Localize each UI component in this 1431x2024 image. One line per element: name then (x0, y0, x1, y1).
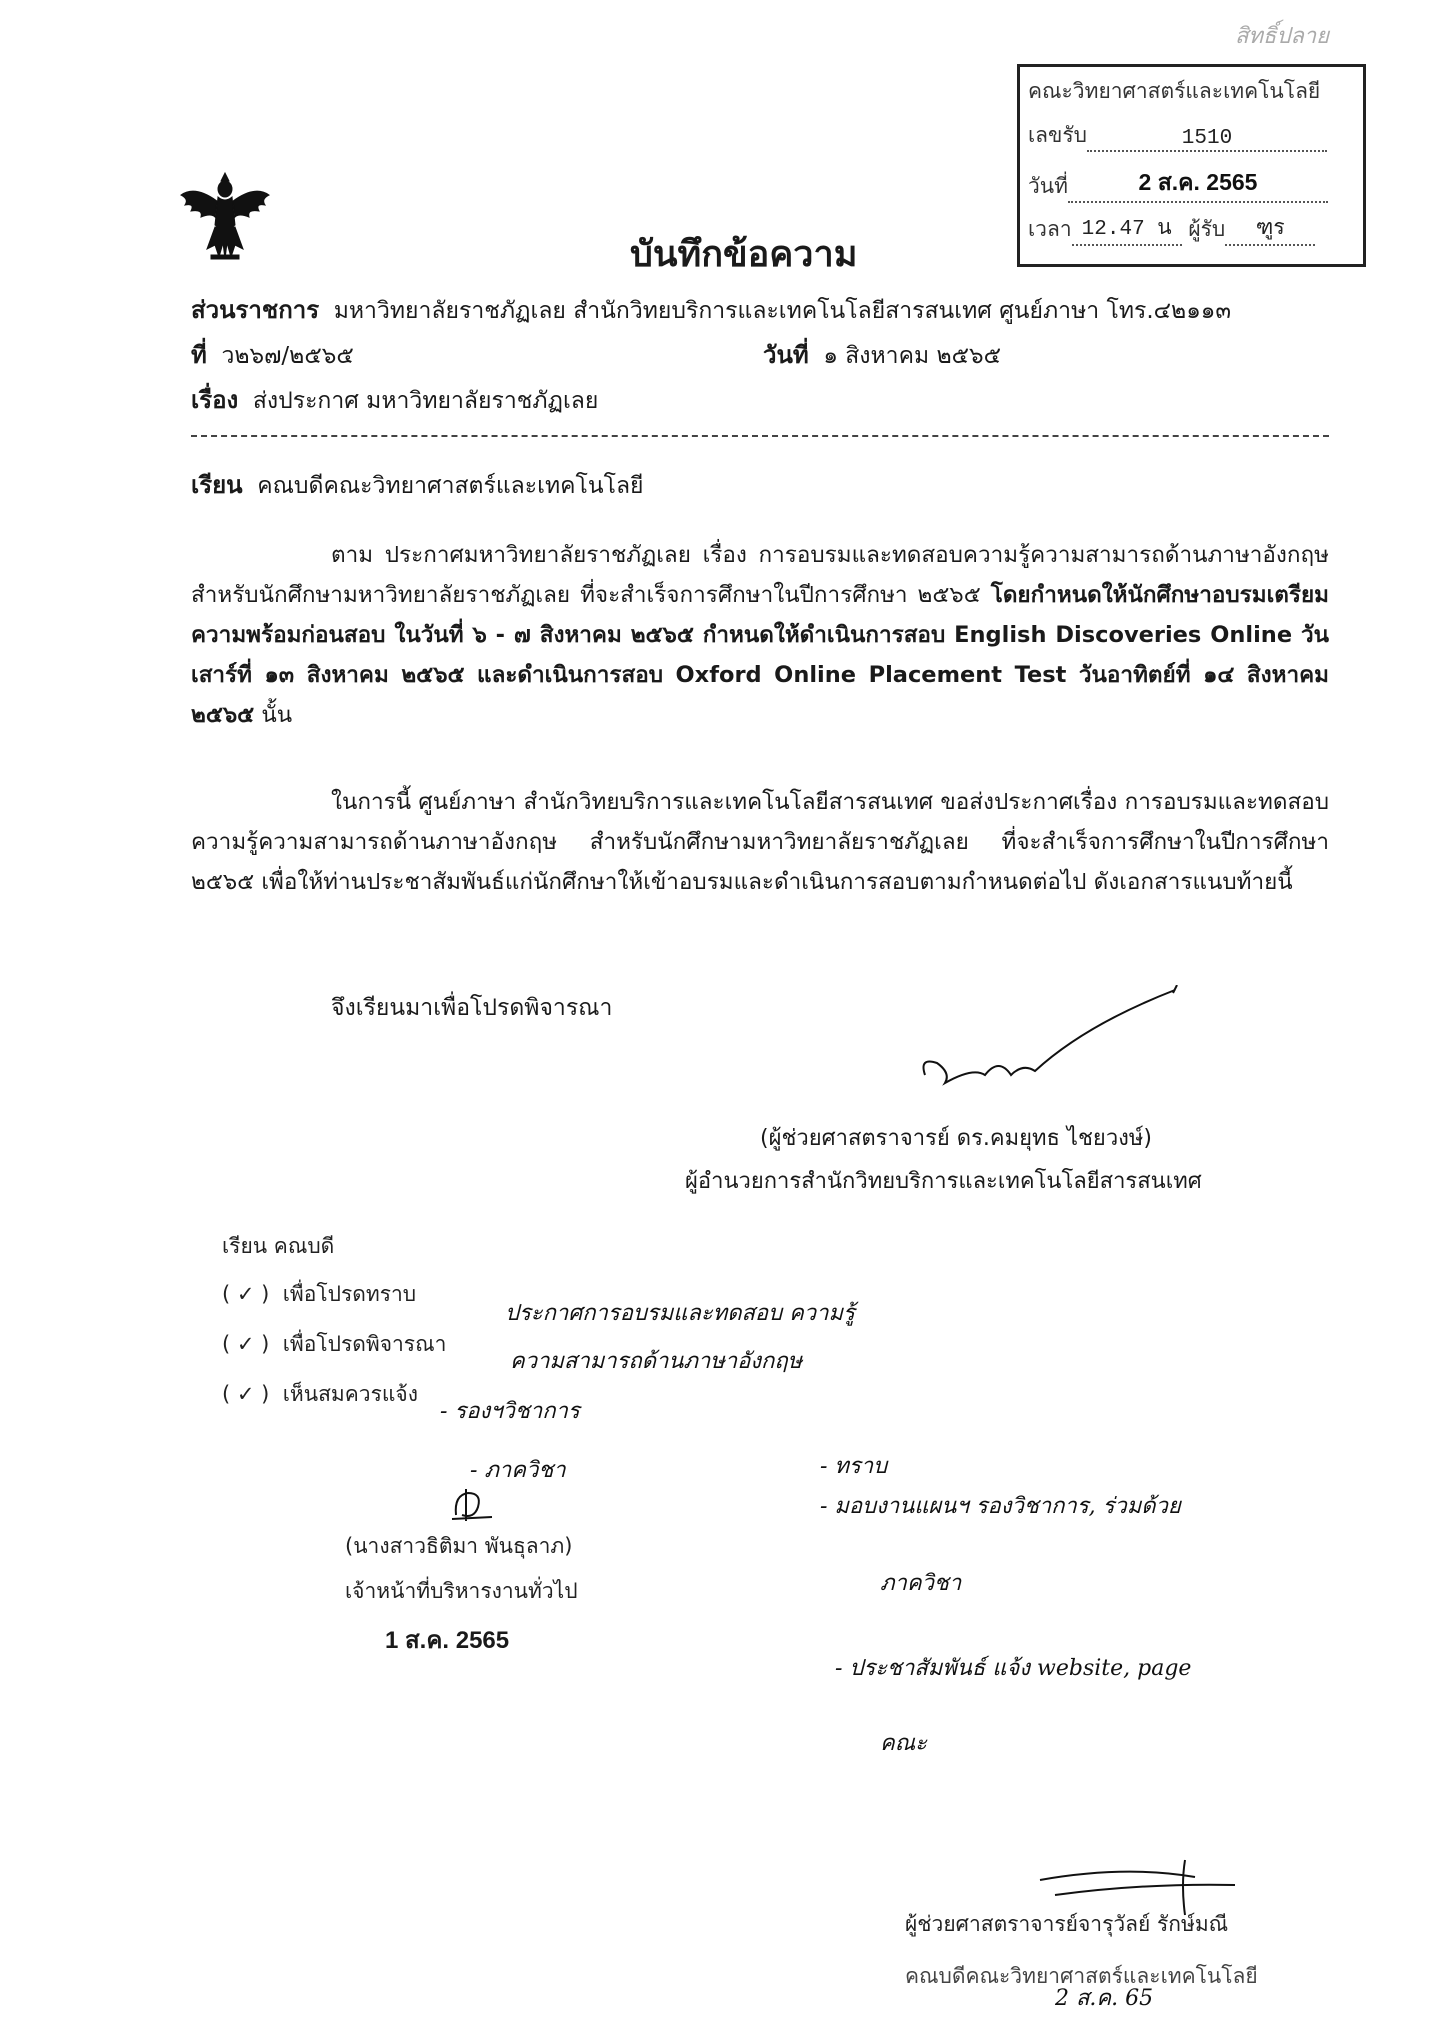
routing-to: เรียน คณบดี (222, 1234, 335, 1258)
subject-label: เรื่อง (191, 386, 239, 414)
stamp-receiver-value: ฑูร (1255, 218, 1285, 241)
header-divider (191, 435, 1329, 437)
subject-value: ส่งประกาศ มหาวิทยาลัยราชภัฏเลย (252, 388, 599, 414)
dean-sign-date: 2 ส.ค. 65 (1055, 1986, 1154, 2011)
routing-item (222, 1328, 446, 1361)
routing-item-label: เห็นสมควรแจ้ง (282, 1382, 418, 1406)
receipt-stamp (1017, 64, 1366, 267)
agency-value: มหาวิทยาลัยราชภัฏเลย สำนักวิทยบริการและเทคโนโลยีสารสนเทศ ศูนย์ภาษา โทร.๔๒๑๑๓ (333, 298, 1232, 324)
date-value: ๑ สิงหาคม ๒๕๖๕ (823, 343, 1002, 369)
routing-hand-note-1: ประกาศการอบรมและทดสอบ ความรู้ (505, 1301, 855, 1326)
director-signature (915, 985, 1195, 1105)
routing-hand-note-2: ความสามารถด้านภาษาอังกฤษ (510, 1349, 803, 1374)
stamp-date-label: วันที่ (1028, 174, 1068, 198)
stamp-date-value: 2 ส.ค. 2565 (1138, 169, 1258, 195)
paragraph-1-text-a: ตาม ประกาศมหาวิทยาลัยราชภัฏเลย เรื่อง การอบรมและทดสอบความรู้ความสามารถด้านภาษาอังกฤษ สำหรับนักศึกษามหาวิทยาลัยราชภัฏเลย ที่จะสำเร็จการศึกษาในปีการศึกษา ๒๕๖๕ (191, 542, 1329, 608)
routing-item (222, 1278, 416, 1311)
agency-line (191, 290, 1231, 329)
stamp-time-label: เวลา (1028, 217, 1072, 241)
clerk-position: เจ้าหน้าที่บริหารงานทั่วไป (345, 1579, 578, 1603)
check-mark: ( ✓ ) (222, 1282, 270, 1306)
routing-item-label: เพื่อโปรดพิจารณา (282, 1332, 447, 1356)
salutation-value: คณบดีคณะวิทยาศาสตร์และเทคโนโลยี (257, 473, 644, 499)
stamp-time-value: 12.47 น (1081, 218, 1172, 241)
memo-title: บันทึกข้อความ (630, 234, 858, 275)
ref-label: ที่ (191, 341, 207, 369)
subject-line (191, 380, 598, 419)
salutation-label: เรียน (191, 471, 243, 499)
closing-line: จึงเรียนมาเพื่อโปรดพิจารณา (331, 995, 613, 1021)
garuda-emblem-icon (175, 165, 275, 265)
corner-handwritten-note: สิทธิ์ปลาย (1235, 24, 1330, 49)
routing-item-label: เพื่อโปรดทราบ (282, 1282, 417, 1306)
dean-note-3: ภาควิชา (880, 1571, 962, 1596)
clerk-initials (448, 1485, 498, 1525)
routing-hand-note-4: - ภาควิชา (470, 1458, 566, 1483)
date-line (763, 335, 1001, 374)
stamp-receiver-label: ผู้รับ (1188, 217, 1226, 241)
director-name: (ผู้ช่วยศาสตราจารย์ ดร.คมยุทธ ไชยวงษ์) (760, 1126, 1152, 1151)
stamp-no-label: เลขรับ (1028, 123, 1088, 147)
body-paragraph-2: ในการนี้ ศูนย์ภาษา สำนักวิทยบริการและเทคโนโลยีสารสนเทศ ขอส่งประกาศเรื่อง การอบรมและทดสอบความรู้ความสามารถด้านภาษาอังกฤษ สำหรับนักศึกษามหาวิทยาลัยราชภัฏเลย ที่จะสำเร็จการศึกษาในปีการศึกษา ๒๕๖๕ เพื่อให้ท่านประชาสัมพันธ์แก่นักศึกษาให้เข้าอบรมและดำเนินการสอบตามกำหนดต่อไป ดังเอกสารแนบท้ายนี้ (191, 789, 1329, 895)
check-mark: ( ✓ ) (222, 1332, 270, 1356)
salutation-line (191, 465, 644, 504)
agency-label: ส่วนราชการ (191, 296, 320, 324)
dean-name: ผู้ช่วยศาสตราจารย์จารุวัลย์ รักษ์มณี (905, 1912, 1229, 1936)
routing-item (222, 1378, 418, 1411)
dean-note-4: - ประชาสัมพันธ์ แจ้ง website, page (835, 1656, 1192, 1681)
dean-note-1: - ทราบ (820, 1454, 888, 1479)
clerk-date-stamp: 1 ส.ค. 2565 (385, 1627, 510, 1654)
date-label: วันที่ (763, 341, 809, 369)
dean-position: คณบดีคณะวิทยาศาสตร์และเทคโนโลยี (905, 1964, 1258, 1988)
stamp-no-value: 1510 (1181, 127, 1233, 150)
clerk-name: (นางสาวธิติมา พันธุลาภ) (345, 1534, 573, 1558)
body-paragraph-1 (191, 535, 1329, 735)
dean-note-2: - มอบงานแผนฯ รองวิชาการ, ร่วมด้วย (820, 1494, 1181, 1519)
stamp-org: คณะวิทยาศาสตร์และเทคโนโลยี (1028, 79, 1321, 103)
director-position: ผู้อำนวยการสำนักวิทยบริการและเทคโนโลยีสารสนเทศ (685, 1169, 1202, 1194)
ref-value: ว๒๖๗/๒๕๖๕ (221, 343, 354, 369)
paragraph-1-text-c: นั้น (261, 702, 293, 728)
check-mark: ( ✓ ) (222, 1382, 270, 1406)
dean-note-5: คณะ (880, 1731, 927, 1756)
paragraph-1-text-b: โดยกำหนดให้นักศึกษาอบรมเตรียมความพร้อมก่อนสอบ ในวันที่ ๖ - ๗ สิงหาคม ๒๕๖๕ กำหนดให้ดำเนินการสอบ English Discoveries Online วันเสาร์ที่ ๑๓ สิงหาคม ๒๕๖๕ และดำเนินการสอบ Oxford Online Placement Test วันอาทิตย์ที่ ๑๔ สิงหาคม ๒๕๖๕ (191, 582, 1330, 728)
ref-line (191, 335, 354, 374)
routing-hand-note-3: - รองฯวิชาการ (440, 1399, 580, 1424)
